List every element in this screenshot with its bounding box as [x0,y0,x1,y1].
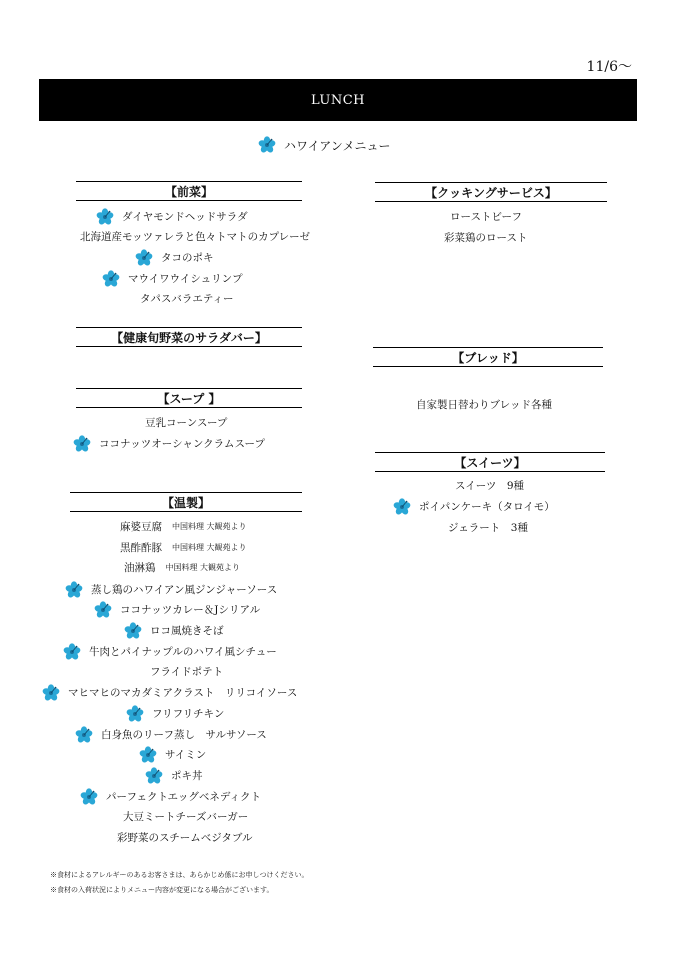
hibiscus-icon [139,746,157,764]
hawaiian-menu-title [258,136,390,154]
hibiscus-icon [135,249,153,267]
hibiscus-icon [80,788,98,806]
menu-item: ローストビーフ [450,211,523,223]
menu-item: ココナッツオーシャンクラムスープ [73,435,265,453]
menu-item: ポイパンケーキ（タロイモ） [393,498,555,516]
menu-title-text: ハワイアンメニュー [284,138,391,153]
menu-item: 大豆ミートチーズバーガー [123,811,249,823]
hibiscus-icon [393,498,411,516]
menu-item: 自家製日替わりブレッド各種 [416,399,552,411]
menu-item: 黒酢酢豚 中国料理 大観苑より [120,542,247,554]
hibiscus-icon [94,601,112,619]
menu-item: 白身魚のリーフ蒸し サルサソース [75,726,267,744]
hibiscus-icon [75,726,93,744]
hibiscus-icon [63,643,81,661]
menu-item: ロコ風焼きそば [124,622,224,640]
menu-item: タパスバラエティー [140,293,234,305]
section-heading-salad-bar: 【健康旬野菜のサラダバー】 [76,327,302,347]
menu-item: 彩野菜のスチームベジタブル [117,832,253,844]
menu-item: サイミン [139,746,206,764]
hibiscus-icon [258,136,276,154]
allergy-note: ※食材によるアレルギーのあるお客さまは、あらかじめ係にお申しつけください。 [50,871,309,879]
menu-item: 豆乳コーンスープ [145,417,228,429]
section-heading-cooking-service: 【クッキングサービス】 [375,182,607,202]
header-title: LUNCH [310,92,366,108]
menu-item: マヒマヒのマカダミアクラスト リリコイソース [42,684,297,702]
hibiscus-icon [126,705,144,723]
hibiscus-icon [65,581,83,599]
hibiscus-icon [102,270,120,288]
hibiscus-icon [124,622,142,640]
menu-item: スイーツ 9種 [455,480,525,492]
hibiscus-icon [96,208,114,226]
menu-item: 蒸し鶏のハワイアン風ジンジャーソース [65,581,277,599]
hibiscus-icon [145,767,163,785]
menu-item: 北海道産モッツァレラと色々トマトのカプレーゼ [80,231,310,243]
menu-item: ココナッツカレー＆Jシリアル [94,601,260,619]
menu-item: マウイワウイシュリンプ [102,270,243,288]
section-heading-soup: 【スープ 】 [76,388,302,408]
menu-item: 麻婆豆腐 中国料理 大観苑より [120,521,247,533]
menu-item: フリフリチキン [126,705,224,723]
menu-item: ジェラート 3種 [448,522,528,534]
hibiscus-icon [73,435,91,453]
menu-item: ポキ丼 [145,767,203,785]
menu-item: タコのポキ [135,249,214,267]
menu-item: ダイヤモンドヘッドサラダ [96,208,248,226]
section-heading-zensai: 【前菜】 [76,181,302,201]
hibiscus-icon [42,684,60,702]
menu-item: 彩菜鶏のロースト [444,232,528,244]
menu-item: 牛肉とパイナップルのハワイ風シチュー [63,643,277,661]
menu-change-note: ※食材の入荷状況によりメニュー内容が変更になる場合がございます。 [50,886,274,894]
lunch-header [39,79,637,121]
date-label: 11/6～ [586,59,632,75]
section-heading-sweets: 【スイーツ】 [375,452,605,472]
menu-item: パーフェクトエッグベネディクト [80,788,261,806]
section-heading-onsei: 【温製】 [70,492,302,512]
section-heading-bread: 【ブレッド】 [373,347,603,367]
menu-item: 油淋鶏 中国料理 大観苑より [124,562,241,574]
menu-item: フライドポテト [150,666,224,678]
